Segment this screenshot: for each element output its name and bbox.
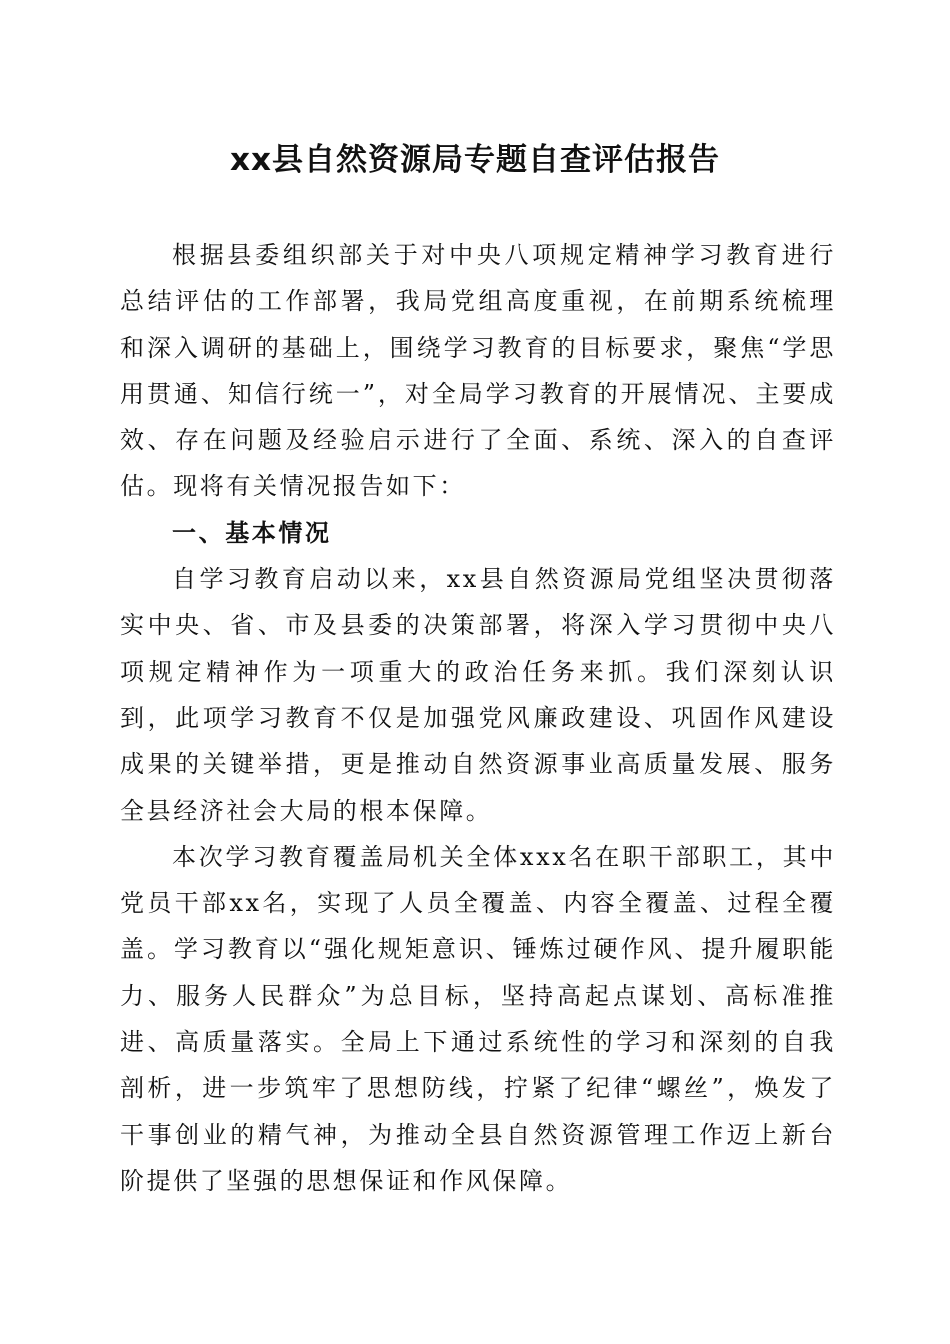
intro-paragraph: 根据县委组织部关于对中央八项规定精神学习教育进行总结评估的工作部署，我局党组高度重视，在前期系统梳理和深入调研的基础上，围绕学习教育的目标要求，聚焦“学思用贯通、知信行统一”，对全局学习教育的开展情况、主要成效、存在问题及经验启示进行了全面、系统、深入的自查评估。现将有关情况报告如下： bbox=[120, 241, 836, 501]
section-heading: 一、基本情况 bbox=[172, 518, 332, 547]
body-paragraph: 自学习教育启动以来，xx县自然资源局党组坚决贯彻落实中央、省、市及县委的决策部署，将深入学习贯彻中央八项规定精神作为一项重大的政治任务来抓。我们深刻认识到，此项学习教育不仅是加强党风廉政建设、巩固作风建设成果的关键举措，更是推动自然资源事业高质量发展、服务全县经济社会大局的根本保障。 bbox=[120, 565, 836, 825]
body-paragraph: 本次学习教育覆盖局机关全体xxx名在职干部职工，其中党员干部xx名，实现了人员全覆盖、内容全覆盖、过程全覆盖。学习教育以“强化规矩意识、锤炼过硬作风、提升履职能力、服务人民群众”为总目标，坚持高起点谋划、高标准推进、高质量落实。全局上下通过系统性的学习和深刻的自我剖析，进一步筑牢了思想防线，拧紧了纪律“螺丝”，焕发了干事创业的精气神，为推动全县自然资源管理工作迈上新台阶提供了坚强的思想保证和作风保障。 bbox=[120, 842, 836, 1195]
document-title: xx县自然资源局专题自查评估报告 bbox=[230, 142, 720, 178]
document-body bbox=[120, 232, 836, 1204]
